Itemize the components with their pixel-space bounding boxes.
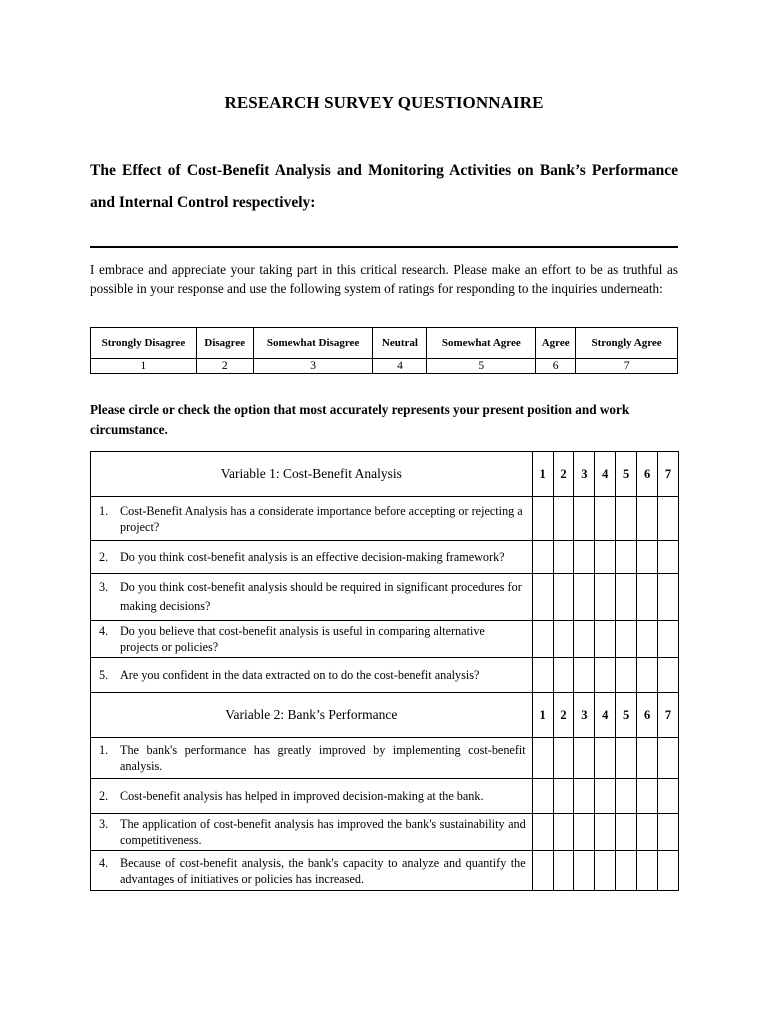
rating-checkbox-3[interactable] — [574, 574, 595, 621]
column-number: 2 — [553, 693, 574, 738]
divider — [90, 246, 678, 248]
rating-checkbox-7[interactable] — [658, 497, 679, 541]
question-cell — [91, 497, 533, 541]
rating-checkbox-3[interactable] — [574, 658, 595, 693]
scale-label-strongly-agree: Strongly Agree — [576, 328, 678, 359]
rating-checkbox-7[interactable] — [658, 851, 679, 891]
question-row — [91, 497, 679, 541]
questionnaire-table — [90, 451, 679, 891]
column-number: 7 — [658, 452, 679, 497]
rating-checkbox-5[interactable] — [616, 497, 637, 541]
rating-checkbox-5[interactable] — [616, 574, 637, 621]
rating-checkbox-7[interactable] — [658, 738, 679, 779]
rating-scale-labels-row — [91, 328, 678, 359]
rating-checkbox-1[interactable] — [532, 541, 553, 574]
variable-2-header-row — [91, 693, 679, 738]
question-cell — [91, 814, 533, 851]
question-cell — [91, 658, 533, 693]
rating-checkbox-6[interactable] — [637, 658, 658, 693]
rating-checkbox-4[interactable] — [595, 541, 616, 574]
question-text: Are you confident in the data extracted on to do the cost-benefit analysis? — [120, 668, 480, 682]
column-number: 3 — [574, 452, 595, 497]
question-row — [91, 621, 679, 658]
rating-checkbox-3[interactable] — [574, 738, 595, 779]
question-number: 2. — [99, 789, 109, 803]
rating-checkbox-1[interactable] — [532, 621, 553, 658]
rating-checkbox-2[interactable] — [553, 541, 574, 574]
question-cell — [91, 541, 533, 574]
question-text: The bank's performance has greatly improved by implementing cost-benefit analysis. — [120, 743, 526, 773]
question-row — [91, 541, 679, 574]
scale-value: 1 — [91, 359, 197, 374]
rating-checkbox-5[interactable] — [616, 541, 637, 574]
column-number: 4 — [595, 693, 616, 738]
question-row — [91, 851, 679, 891]
rating-checkbox-4[interactable] — [595, 497, 616, 541]
question-text: Cost-benefit analysis has helped in improved decision-making at the bank. — [120, 789, 484, 803]
scale-value: 2 — [196, 359, 253, 374]
rating-checkbox-4[interactable] — [595, 658, 616, 693]
question-number: 2. — [99, 550, 109, 564]
scale-label-agree: Agree — [536, 328, 576, 359]
question-number: 4. — [99, 855, 109, 870]
rating-scale-table — [90, 327, 678, 374]
question-cell — [91, 574, 533, 621]
rating-checkbox-5[interactable] — [616, 814, 637, 851]
variable-2-title: Variable 2: Bank’s Performance — [91, 693, 533, 738]
question-cell — [91, 621, 533, 658]
column-number: 1 — [532, 452, 553, 497]
rating-checkbox-5[interactable] — [616, 779, 637, 814]
rating-checkbox-7[interactable] — [658, 541, 679, 574]
rating-checkbox-6[interactable] — [637, 497, 658, 541]
rating-checkbox-6[interactable] — [637, 541, 658, 574]
column-number: 6 — [637, 693, 658, 738]
question-cell — [91, 851, 533, 891]
column-number: 3 — [574, 693, 595, 738]
column-number: 5 — [616, 693, 637, 738]
question-row — [91, 814, 679, 851]
question-row — [91, 574, 679, 621]
column-number: 2 — [553, 452, 574, 497]
scale-value: 6 — [536, 359, 576, 374]
rating-checkbox-6[interactable] — [637, 779, 658, 814]
page-title: RESEARCH SURVEY QUESTIONNAIRE — [224, 93, 544, 112]
rating-checkbox-4[interactable] — [595, 574, 616, 621]
scale-value: 3 — [253, 359, 373, 374]
rating-checkbox-4[interactable] — [595, 814, 616, 851]
question-text: The application of cost-benefit analysis has improved the bank's sustainability and competitiveness. — [120, 817, 526, 847]
question-row — [91, 779, 679, 814]
scale-value: 7 — [576, 359, 678, 374]
scale-label-disagree: Disagree — [196, 328, 253, 359]
rating-checkbox-6[interactable] — [637, 621, 658, 658]
rating-checkbox-5[interactable] — [616, 738, 637, 779]
rating-checkbox-2[interactable] — [553, 621, 574, 658]
rating-checkbox-3[interactable] — [574, 851, 595, 891]
column-number: 6 — [637, 452, 658, 497]
rating-checkbox-1[interactable] — [532, 851, 553, 891]
document-subtitle: The Effect of Cost-Benefit Analysis and Monitoring Activities on Bank’s Performance and Internal Control respectively: — [90, 162, 678, 211]
column-number: 1 — [532, 693, 553, 738]
rating-checkbox-1[interactable] — [532, 814, 553, 851]
rating-checkbox-2[interactable] — [553, 851, 574, 891]
rating-checkbox-3[interactable] — [574, 541, 595, 574]
instruction-text: Please circle or check the option that most accurately represents your present position and work circumstance. — [90, 402, 630, 437]
intro-paragraph: I embrace and appreciate your taking part in this critical research. Please make an effort to be as truthful as possible in your response and use the following system of ratings for responding to the inquiries underneath: — [90, 262, 678, 296]
rating-checkbox-4[interactable] — [595, 779, 616, 814]
rating-checkbox-7[interactable] — [658, 814, 679, 851]
question-row — [91, 658, 679, 693]
rating-checkbox-4[interactable] — [595, 738, 616, 779]
rating-checkbox-4[interactable] — [595, 621, 616, 658]
rating-checkbox-3[interactable] — [574, 621, 595, 658]
rating-checkbox-5[interactable] — [616, 851, 637, 891]
scale-value: 5 — [427, 359, 536, 374]
rating-checkbox-3[interactable] — [574, 779, 595, 814]
rating-checkbox-6[interactable] — [637, 574, 658, 621]
rating-checkbox-2[interactable] — [553, 814, 574, 851]
column-number: 4 — [595, 452, 616, 497]
column-number: 7 — [658, 693, 679, 738]
scale-label-strongly-disagree: Strongly Disagree — [91, 328, 197, 359]
rating-checkbox-7[interactable] — [658, 779, 679, 814]
question-text: Do you think cost-benefit analysis should be required in significant procedures for making decisions? — [120, 580, 522, 613]
question-number: 1. — [99, 503, 109, 518]
rating-checkbox-3[interactable] — [574, 814, 595, 851]
rating-checkbox-1[interactable] — [532, 779, 553, 814]
question-number: 5. — [99, 668, 109, 682]
rating-checkbox-2[interactable] — [553, 658, 574, 693]
question-text: Do you think cost-benefit analysis is an effective decision-making framework? — [120, 550, 505, 564]
rating-checkbox-7[interactable] — [658, 658, 679, 693]
question-number: 4. — [99, 624, 109, 638]
rating-checkbox-3[interactable] — [574, 497, 595, 541]
question-text: Because of cost-benefit analysis, the bank's capacity to analyze and quantify the advantages of initiatives or policies has increased. — [120, 855, 526, 886]
rating-checkbox-5[interactable] — [616, 621, 637, 658]
rating-checkbox-1[interactable] — [532, 497, 553, 541]
rating-checkbox-7[interactable] — [658, 574, 679, 621]
rating-checkbox-7[interactable] — [658, 621, 679, 658]
rating-checkbox-1[interactable] — [532, 658, 553, 693]
scale-label-neutral: Neutral — [373, 328, 427, 359]
question-number: 1. — [99, 743, 109, 757]
rating-checkbox-1[interactable] — [532, 738, 553, 779]
question-cell — [91, 779, 533, 814]
rating-checkbox-4[interactable] — [595, 851, 616, 891]
rating-checkbox-2[interactable] — [553, 574, 574, 621]
question-text: Do you believe that cost-benefit analysis is useful in comparing alternative projects or policies? — [120, 624, 485, 654]
question-number: 3. — [99, 580, 109, 594]
rating-scale-values-row — [91, 359, 678, 374]
question-cell — [91, 738, 533, 779]
question-text: Cost-Benefit Analysis has a considerate importance before accepting or rejecting a project? — [120, 503, 523, 534]
question-number: 3. — [99, 817, 109, 831]
rating-checkbox-2[interactable] — [553, 779, 574, 814]
scale-label-somewhat-disagree: Somewhat Disagree — [253, 328, 373, 359]
scale-label-somewhat-agree: Somewhat Agree — [427, 328, 536, 359]
scale-value: 4 — [373, 359, 427, 374]
rating-checkbox-1[interactable] — [532, 574, 553, 621]
rating-checkbox-6[interactable] — [637, 851, 658, 891]
question-row — [91, 738, 679, 779]
rating-checkbox-6[interactable] — [637, 738, 658, 779]
rating-checkbox-6[interactable] — [637, 814, 658, 851]
rating-checkbox-2[interactable] — [553, 738, 574, 779]
variable-1-header-row — [91, 452, 679, 497]
column-number: 5 — [616, 452, 637, 497]
variable-1-title: Variable 1: Cost-Benefit Analysis — [91, 452, 533, 497]
rating-checkbox-2[interactable] — [553, 497, 574, 541]
rating-checkbox-5[interactable] — [616, 658, 637, 693]
